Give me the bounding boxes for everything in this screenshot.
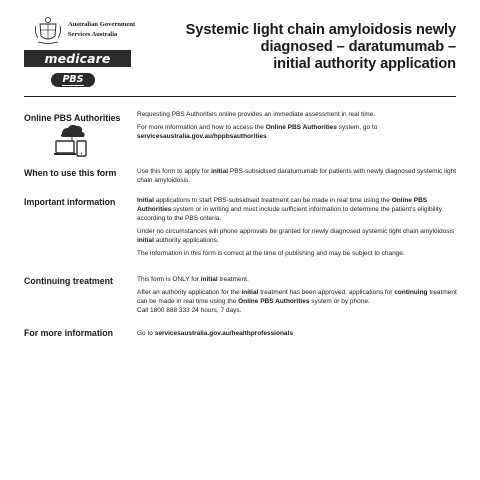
text-run: After an authority application for the: [137, 289, 242, 297]
government-logo: [24, 16, 144, 48]
section-heading-important: Important information: [24, 197, 116, 207]
text-run: treatment can be made in real time using the: [137, 289, 457, 306]
page-title: [166, 22, 456, 73]
text-run: For more information and how to access the: [137, 124, 266, 132]
text-bold: initial: [137, 236, 154, 244]
pbs-logo: [51, 73, 95, 87]
more-info-text: [137, 330, 459, 343]
medicare-logo: medicare: [24, 50, 131, 67]
title-line: initial authority application: [273, 56, 456, 72]
important-text: [137, 197, 459, 263]
paragraph: [137, 124, 459, 142]
text-bold: initial: [200, 276, 218, 283]
text-run: system or in writing and must include sufficient information to determine the patient's eligibility according to the PBS criteria.: [137, 205, 442, 222]
header-divider: [24, 96, 456, 97]
agency-name: Services Australia: [68, 31, 118, 38]
text-run: PBS-subsidised daratumumab for patients with newly diagnosed systemic light chain amyloidosis.: [137, 168, 457, 184]
text-run: Use this form to apply for: [137, 168, 212, 175]
paragraph: [137, 228, 459, 246]
text-run: applications to start PBS-subsidised treatment can be made in real time using the: [153, 197, 392, 204]
text-run: authority applications.: [153, 236, 219, 244]
section-heading-when-to-use: When to use this form: [24, 168, 117, 178]
government-name: Australian Government: [68, 21, 136, 28]
paragraph: [137, 168, 459, 186]
when-to-use-text: [137, 168, 459, 190]
paragraph: [137, 289, 459, 315]
title-line: Systemic light chain amyloidosis newly: [185, 22, 456, 38]
text-run: treatment.: [217, 276, 249, 283]
section-heading-online-pbs: Online PBS Authorities: [24, 113, 121, 123]
continuing-text: [137, 276, 459, 320]
section-heading-more-info: For more information: [24, 328, 113, 338]
paragraph: [137, 276, 459, 285]
paragraph: [137, 330, 459, 339]
paragraph: [137, 197, 459, 223]
text-run: system, go to: [336, 124, 378, 132]
online-pbs-text: [137, 111, 459, 146]
text-bold: Online PBS Authorities: [265, 124, 337, 132]
text-run: Go to: [137, 330, 155, 337]
text-bold: initial: [241, 289, 259, 297]
text-run: Under no circumstances will phone approvals be granted for newly diagnosed systemic light chain amyloidosis: [137, 227, 455, 235]
coat-of-arms-icon: [34, 16, 62, 46]
text-bold: Initial: [137, 197, 154, 204]
section-heading-continuing: Continuing treatment: [24, 276, 113, 286]
phone-line: Call 1800 888 333 24 hours, 7 days.: [137, 306, 242, 314]
text-run: treatment has been approved, applications for: [258, 289, 395, 297]
paragraph: Requesting PBS Authorities online provides an immediate assessment in real time.: [137, 111, 376, 118]
text-run: This form is ONLY for: [137, 276, 201, 283]
pbs-logo-text: PBS: [62, 74, 84, 85]
health-professionals-link[interactable]: servicesaustralia.gov.au/healthprofessionals: [154, 330, 293, 337]
text-bold: initial: [211, 168, 229, 175]
hppbs-link[interactable]: servicesaustralia.gov.au/hppbsauthorities: [137, 133, 267, 141]
text-bold: Online PBS Authorities: [238, 298, 310, 306]
title-line: diagnosed – daratumumab –: [260, 39, 456, 55]
paragraph: The information in this form is correct at the time of publishing and may be subject to change.: [137, 249, 405, 257]
cloud-devices-icon: [52, 122, 90, 160]
text-bold: Online PBS Authorities: [137, 197, 428, 213]
text-bold: continuing: [394, 289, 428, 297]
text-run: system or by phone.: [309, 298, 370, 306]
